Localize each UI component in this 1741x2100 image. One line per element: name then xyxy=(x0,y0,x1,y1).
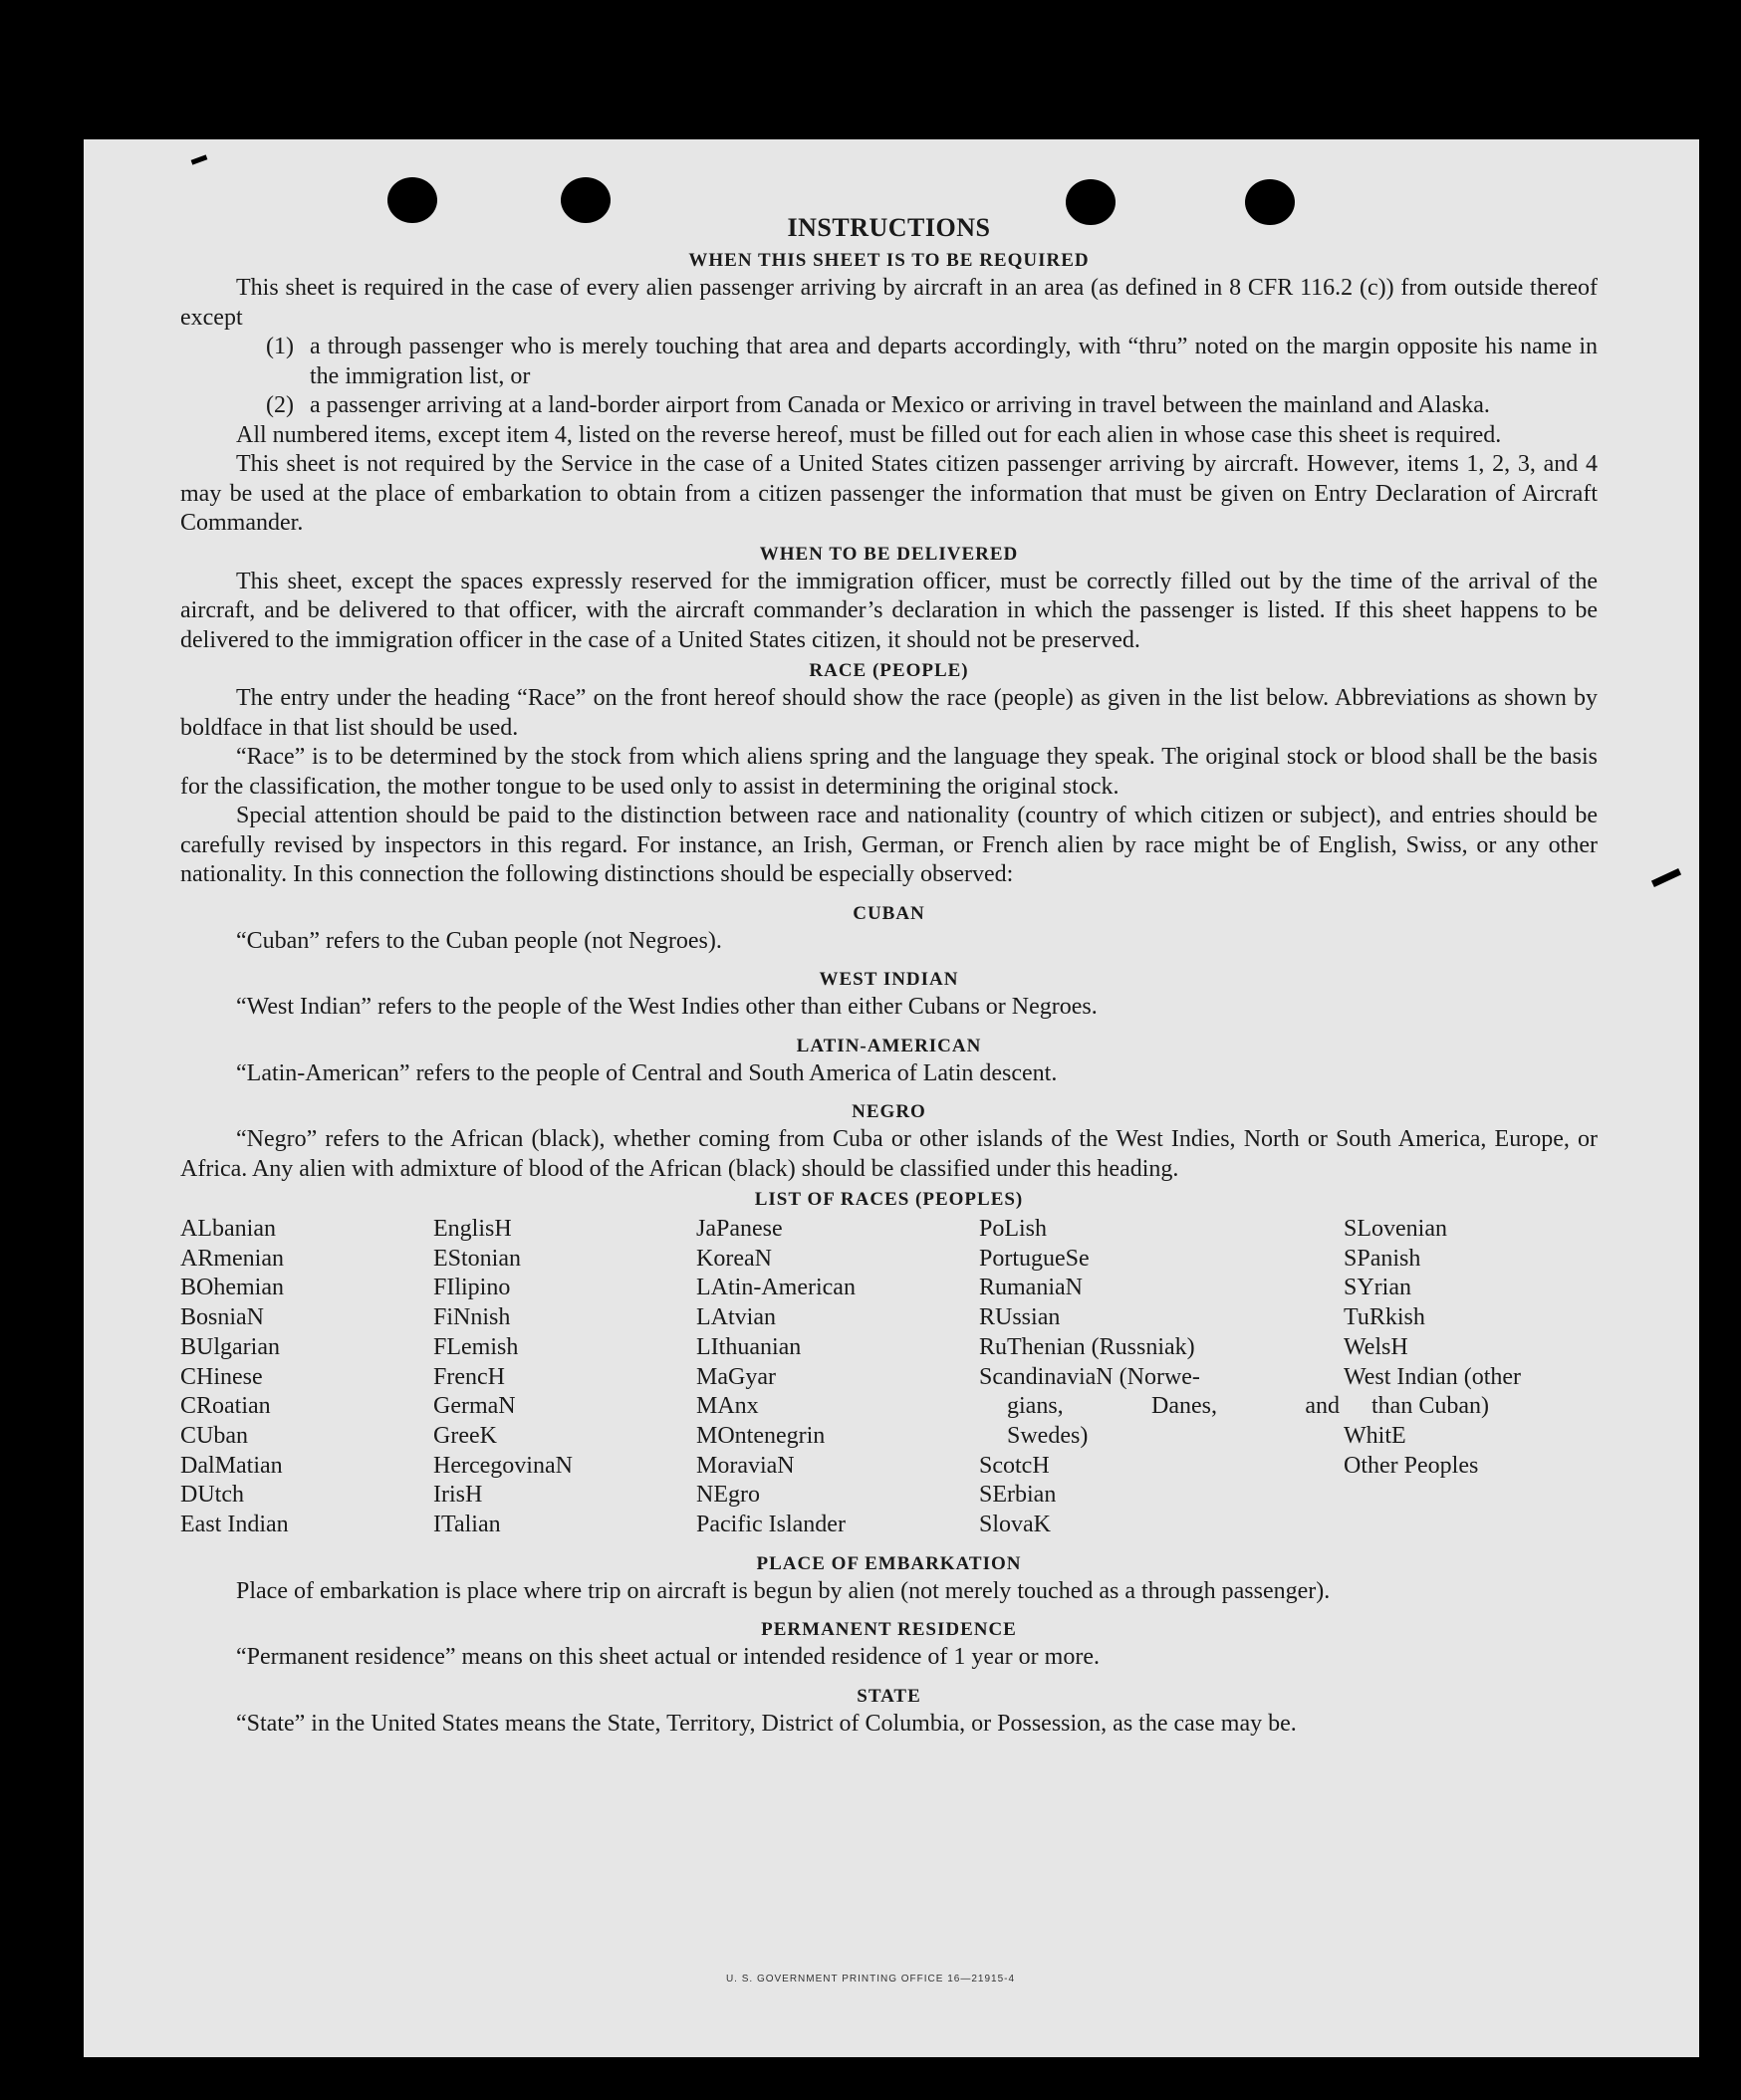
race-entry: ARmenian xyxy=(180,1245,284,1272)
races-list xyxy=(180,1215,1598,1540)
race-entry: ScotcH xyxy=(979,1452,1050,1479)
state-text: “State” in the United States means the State, Territory, District of Columbia, or Possession, as the case may be. xyxy=(236,1710,1297,1737)
race-entry: ITalian xyxy=(433,1512,501,1538)
races-column-3 xyxy=(696,1215,979,1540)
race-entry: BOhemian xyxy=(180,1275,284,1301)
race-entry: Pacific Islander xyxy=(696,1512,846,1538)
section-heading-negro: NEGRO xyxy=(852,1101,926,1122)
races-column-1 xyxy=(180,1215,433,1540)
race-entry: PoLish xyxy=(979,1216,1048,1242)
section-heading-cuban: CUBAN xyxy=(853,902,925,924)
race-entry: HercegovinaN xyxy=(433,1452,573,1479)
race-entry: Other Peoples xyxy=(1344,1452,1479,1479)
negro-text: “Negro” refers to the African (black), whether coming from Cuba or other islands of the West Indies, North or South America, Europe, or Africa. Any alien with admixture of blood of the African (black) should be classified under this heading. xyxy=(180,1126,1598,1182)
residence-text: “Permanent residence” means on this sheet actual or intended residence of 1 year or more. xyxy=(236,1644,1100,1671)
race-entry: BUlgarian xyxy=(180,1333,280,1360)
printing-office-imprint: U. S. GOVERNMENT PRINTING OFFICE 16—21915-4 xyxy=(725,1974,1016,1984)
embarkation-text: Place of embarkation is place where trip on aircraft is begun by alien (not merely touched as a through passenger). xyxy=(236,1577,1331,1604)
exception-text: a through passenger who is merely touching that area and departs accordingly, with “thru” noted on the margin opposite his name in the immigration list, or xyxy=(310,334,1598,389)
race-entry: MoraviaN xyxy=(696,1452,795,1479)
section-heading-race: RACE (PEOPLE) xyxy=(809,660,969,681)
race-paragraph-1: The entry under the heading “Race” on the front hereof should show the race (people) as given in the list below. Abbreviations as shown by boldface in that list should be used. xyxy=(180,685,1598,741)
race-entry: FiNnish xyxy=(433,1304,511,1331)
race-entry: BosniaN xyxy=(180,1304,264,1331)
exception-text: a passenger arriving at a land-border airport from Canada or Mexico or arriving in travel between the mainland and Alaska. xyxy=(310,392,1490,418)
race-entry: RumaniaN xyxy=(979,1275,1083,1301)
required-intro: This sheet is required in the case of every alien passenger arriving by aircraft in an area (as defined in 8 CFR 116.2 (c)) from outside thereof except xyxy=(180,275,1598,331)
race-entry: NEgro xyxy=(696,1482,760,1509)
race-entry: CUban xyxy=(180,1422,248,1449)
race-entry: GreeK xyxy=(433,1422,497,1449)
race-entry: EStonian xyxy=(433,1245,521,1272)
race-entry: MOntenegrin xyxy=(696,1422,826,1449)
scan-speck xyxy=(1651,868,1681,887)
section-heading-required: WHEN THIS SHEET IS TO BE REQUIRED xyxy=(688,250,1090,271)
race-entry: CRoatian xyxy=(180,1393,271,1420)
section-heading-state: STATE xyxy=(857,1685,921,1707)
race-entry: SlovaK xyxy=(979,1512,1051,1538)
race-entry: West Indian (other xyxy=(1344,1363,1522,1390)
races-column-5 xyxy=(1344,1215,1598,1540)
race-entry: LIthuanian xyxy=(696,1333,802,1360)
instructions-content xyxy=(180,211,1598,1739)
race-entry: ScandinaviaN (Norwe- xyxy=(979,1363,1200,1390)
section-heading-embarkation: PLACE OF EMBARKATION xyxy=(756,1552,1022,1574)
cuban-text: “Cuban” refers to the Cuban people (not Negroes). xyxy=(236,927,722,954)
race-entry: East Indian xyxy=(180,1512,289,1538)
exception-item xyxy=(180,391,1598,421)
race-entry: TuRkish xyxy=(1344,1304,1425,1331)
race-entry-continued: than Cuban) xyxy=(1371,1393,1489,1420)
page-title: INSTRUCTIONS xyxy=(787,213,991,242)
exception-number: (2) xyxy=(266,392,294,418)
required-paragraph-3: This sheet is not required by the Service in the case of a United States citizen passenger arriving by aircraft. However, items 1, 2, 3, and 4 may be used at the place of embarkation to obtain from a citizen passenger the information that must be given on Entry Declaration of Aircraft Commander. xyxy=(180,451,1598,536)
race-entry: PortugueSe xyxy=(979,1245,1090,1272)
race-paragraph-3: Special attention should be paid to the distinction between race and nationality (country of which citizen or subject), and entries should be carefully revised by inspectors in this regard. For instance, an Irish, German, or French alien by race might be of English, Swiss, or any other nationality. In this connection the following distinctions should be especially observed: xyxy=(180,803,1598,887)
required-paragraph-2: All numbered items, except item 4, listed on the reverse hereof, must be filled out for each alien in whose case this sheet is required. xyxy=(236,421,1502,448)
west-indian-text: “West Indian” refers to the people of the West Indies other than either Cubans or Negroes. xyxy=(236,994,1098,1020)
races-column-4 xyxy=(979,1215,1344,1540)
race-entry: DalMatian xyxy=(180,1452,283,1479)
section-heading-delivered: WHEN TO BE DELIVERED xyxy=(759,543,1019,565)
race-entry: RUssian xyxy=(979,1304,1061,1331)
race-entry: SYrian xyxy=(1344,1275,1411,1301)
race-entry: GermaN xyxy=(433,1393,516,1420)
race-entry: WelsH xyxy=(1344,1333,1408,1360)
race-entry: SErbian xyxy=(979,1482,1057,1509)
race-entry: SPanish xyxy=(1344,1245,1421,1272)
race-entry: JaPanese xyxy=(696,1216,783,1242)
exception-number: (1) xyxy=(266,334,294,359)
race-entry: MaGyar xyxy=(696,1363,776,1390)
race-paragraph-2: “Race” is to be determined by the stock from which aliens spring and the language they speak. The original stock or blood shall be the basis for the classification, the mother tongue to be used only to assist in determining the original stock. xyxy=(180,744,1598,800)
race-entry-continued: gians, Danes, and xyxy=(1007,1393,1340,1420)
race-entry: FIlipino xyxy=(433,1275,511,1301)
race-entry: MAnx xyxy=(696,1393,759,1420)
race-entry: FLemish xyxy=(433,1333,519,1360)
section-heading-residence: PERMANENT RESIDENCE xyxy=(761,1619,1017,1641)
race-entry: RuThenian (Russniak) xyxy=(979,1333,1195,1360)
race-entry: CHinese xyxy=(180,1363,263,1390)
race-entry: KoreaN xyxy=(696,1245,772,1272)
race-entry: SLovenian xyxy=(1344,1216,1447,1242)
section-heading-west-indian: WEST INDIAN xyxy=(819,969,959,990)
section-heading-latin-american: LATIN-AMERICAN xyxy=(796,1035,982,1056)
race-entry: FrencH xyxy=(433,1363,505,1390)
races-column-2 xyxy=(433,1215,696,1540)
race-entry: ALbanian xyxy=(180,1216,276,1242)
scan-speck xyxy=(191,154,208,164)
exception-item xyxy=(180,333,1598,391)
race-entry: LAtvian xyxy=(696,1304,776,1331)
race-entry-continued: Swedes) xyxy=(1007,1422,1089,1449)
delivered-text: This sheet, except the spaces expressly reserved for the immigration officer, must be correctly filled out by the time of the arrival of the aircraft, and be delivered to that officer, with the aircraft commander’s declaration in which the passenger is listed. If this sheet happens to be delivered to the immigration officer in the case of a United States citizen, it should not be preserved. xyxy=(180,568,1598,653)
section-heading-races-list: LIST OF RACES (PEOPLES) xyxy=(754,1189,1024,1210)
race-entry: LAtin-American xyxy=(696,1275,856,1301)
race-entry: EnglisH xyxy=(433,1216,512,1242)
latin-american-text: “Latin-American” refers to the people of Central and South America of Latin descent. xyxy=(236,1059,1058,1086)
race-entry: IrisH xyxy=(433,1482,483,1509)
race-entry: WhitE xyxy=(1344,1422,1406,1449)
race-entry: DUtch xyxy=(180,1482,244,1509)
